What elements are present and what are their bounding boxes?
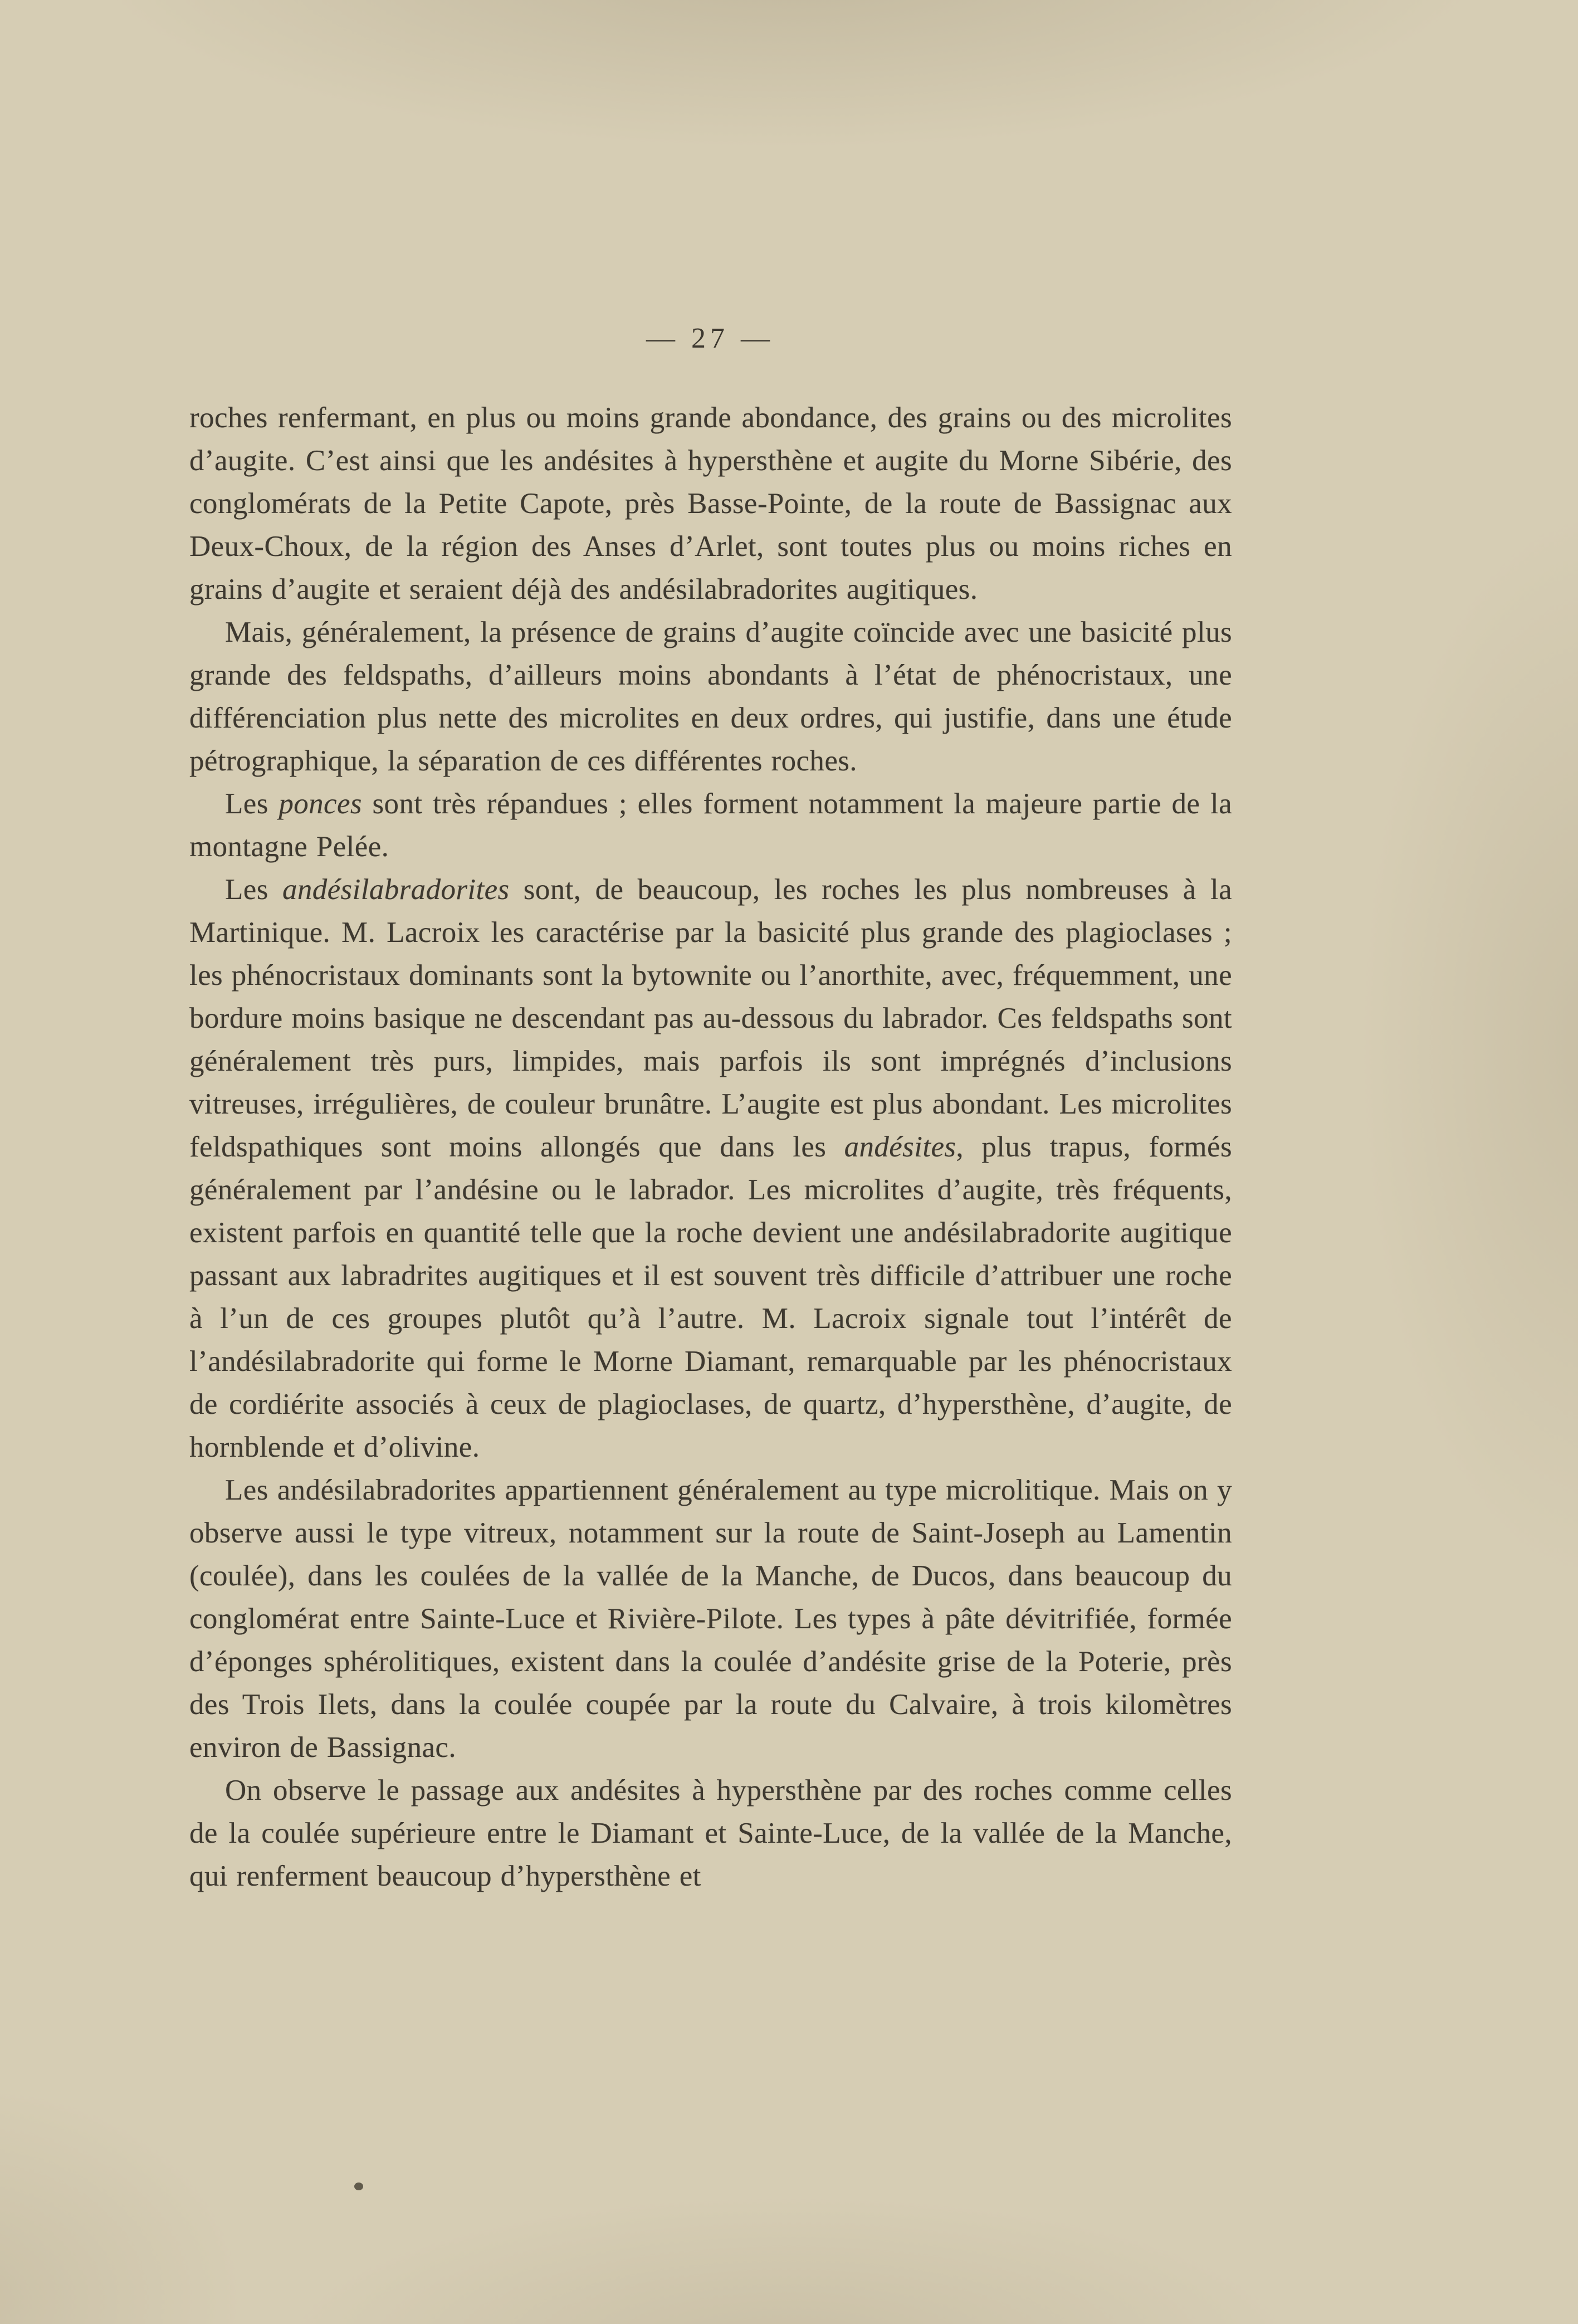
page-number: — 27 — <box>646 323 774 354</box>
text-run: Les andésilabradorites appartiennent généralement au type microlitique. Mais on y observe aussi le type vitreux, notamment sur la route de Saint-Joseph au Lamentin (coulée), dans les coulées de la vallée de la Manche, de Ducos, dans beaucoup du conglomérat entre Sainte-Luce et Rivière-Pilote. Les types à pâte dévitrifiée, formée d’éponges sphérolitiques, existent dans la coulée d’andésite grise de la Poterie, près des Trois Ilets, dans la coulée coupée par la route du Calvaire, à trois kilomètres environ de Bassignac. <box>189 1474 1232 1764</box>
text-run: Mais, généralement, la présence de grains d’augite coïncide avec une basicité plus grande des feldspaths, d’ailleurs moins abondants à l’état de phénocristaux, une différenciation plus nette des microlites en deux ordres, qui justifie, dans une étude pétrographique, la séparation de ces différentes roches. <box>189 616 1232 777</box>
text-run: On observe le passage aux andésites à hypersthène par des roches comme celles de la coulée supérieure entre le Diamant et Sainte-Luce, de la vallée de la Manche, qui renferment beaucoup d’hypersthène et <box>189 1774 1232 1892</box>
italic-term: ponces <box>279 788 362 820</box>
paragraph <box>189 611 1232 783</box>
text-run: , plus trapus, formés généralement par l’andésine ou le labrador. Les microlites d’augite, très fréquents, existent parfois en quantité telle que la roche devient une andésilabradorite augitique passant aux labradrites augitiques et il est souvent très difficile d’attribuer une roche à l’un de ces groupes plutôt qu’à l’autre. M. Lacroix signale tout l’intérêt de l’andésilabradorite qui forme le Morne Diamant, remarquable par les phénocristaux de cordiérite associés à ceux de plagioclases, de quartz, d’hypersthène, d’augite, de hornblende et d’olivine. <box>189 1131 1232 1463</box>
paragraph <box>189 783 1232 868</box>
text-run: sont, de beaucoup, les roches les plus nombreuses à la Martinique. M. Lacroix les caractérise par la basicité plus grande des plagioclases ; les phénocristaux dominants sont la bytownite ou l’anorthite, avec, fréquemment, une bordure moins basique ne descendant pas au-dessous du labrador. Ces feldspaths sont généralement très purs, limpides, mais parfois ils sont imprégnés d’inclusions vitreuses, irrégulières, de couleur brunâtre. L’augite est plus abondant. Les microlites feldspathiques sont moins allongés que dans les <box>189 873 1232 1163</box>
text-run: Les <box>225 873 282 906</box>
text-run: Les <box>225 788 279 820</box>
italic-term: andésites <box>844 1131 956 1163</box>
page-body <box>189 397 1232 1898</box>
paragraph <box>189 1469 1232 1769</box>
paragraph <box>189 868 1232 1469</box>
paragraph <box>189 1769 1232 1898</box>
paragraph <box>189 397 1232 611</box>
ink-speck <box>354 2183 363 2190</box>
text-run: sont très répandues ; elles forment notamment la majeure partie de la montagne Pelée. <box>189 788 1233 863</box>
italic-term: andésilabradorites <box>282 873 510 906</box>
text-run: roches renfermant, en plus ou moins grande abondance, des grains ou des microlites d’augite. C’est ainsi que les andésites à hypersthène et augite du Morne Sibérie, des conglomérats de la Petite Capote, près Basse-Pointe, de la route de Bassignac aux Deux-Choux, de la région des Anses d’Arlet, sont toutes plus ou moins riches en grains d’augite et seraient déjà des andésilabradorites augitiques. <box>189 402 1232 606</box>
